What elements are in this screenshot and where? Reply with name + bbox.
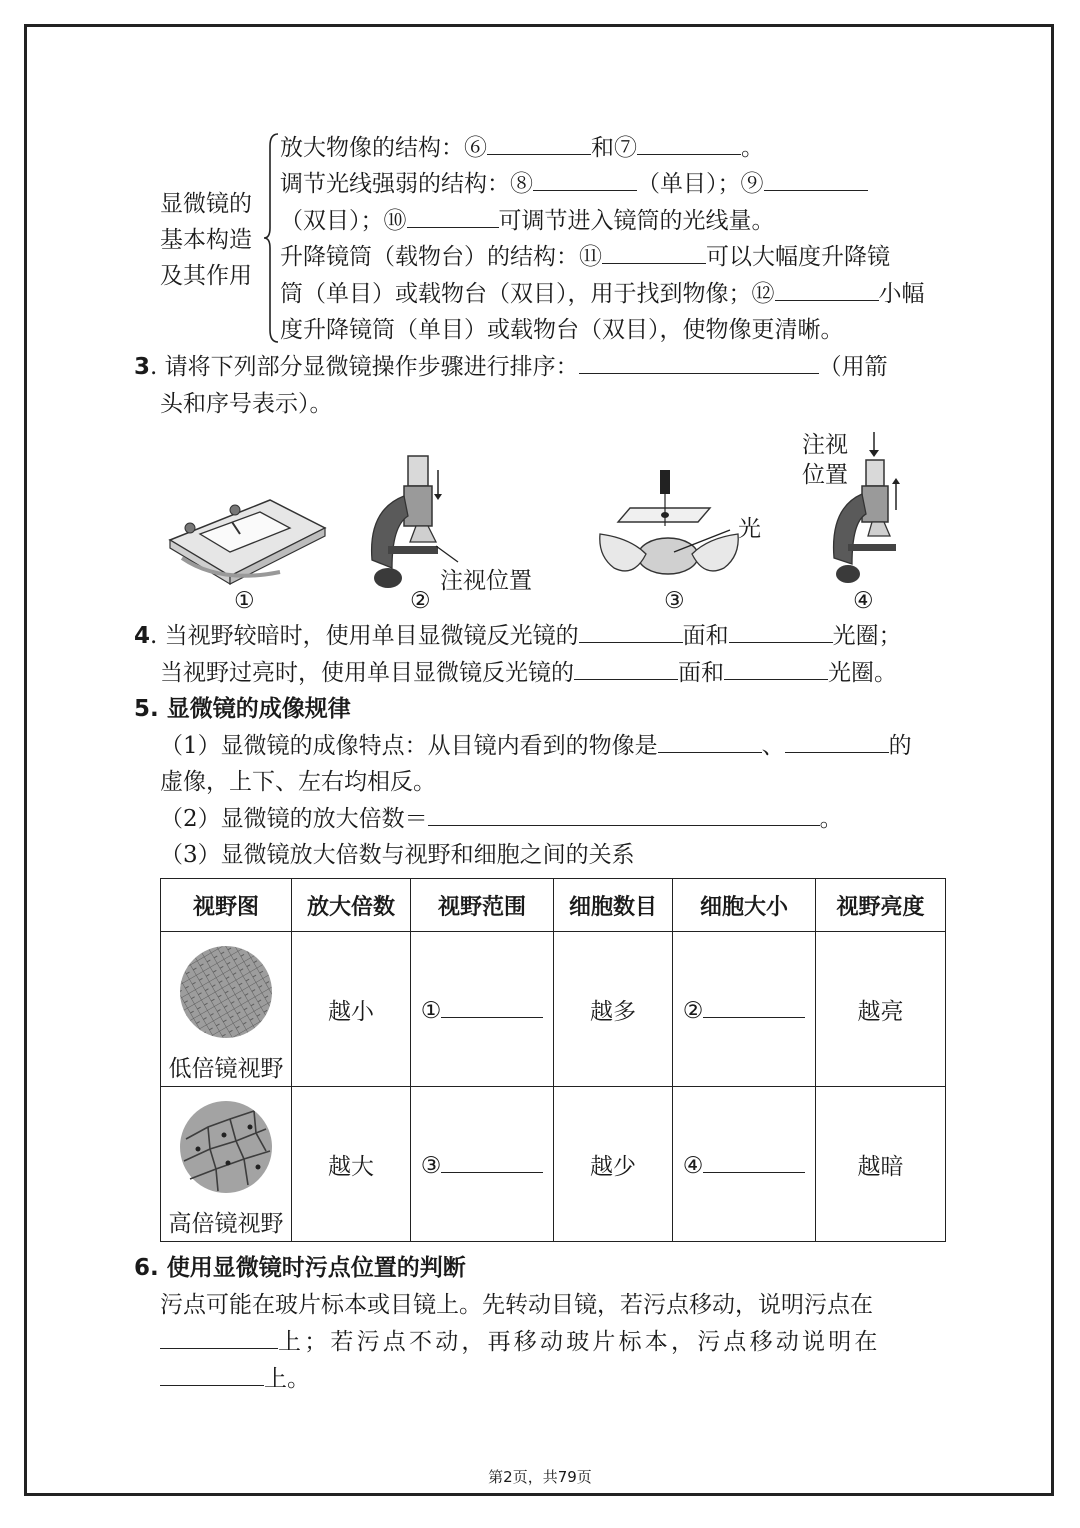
gaze-arrow-4 xyxy=(866,432,882,458)
figure-label-3: ③ xyxy=(664,588,685,614)
table-cell: ③ xyxy=(411,1087,554,1242)
high-power-caption: 高倍镜视野 xyxy=(168,1210,284,1237)
question-5-p3: （3）显微镜放大倍数与视野和细胞之间的关系 xyxy=(160,842,635,868)
structure-label-1: 显微镜的 xyxy=(160,191,252,217)
question-5-p2: （2）显微镜的放大倍数＝ 。 xyxy=(160,803,843,835)
question-3: 3. 请将下列部分显微镜操作步骤进行排序： （用箭 xyxy=(134,351,888,383)
table-header: 视野范围 xyxy=(411,879,554,932)
question-6-line-3: 上。 xyxy=(160,1363,310,1395)
question-5-p1: （1）显微镜的成像特点：从目镜内看到的物像是 、 的 xyxy=(160,730,912,762)
structure-line-3: （双目）；⑩ 可调节进入镜筒的光线量。 xyxy=(280,205,775,237)
structure-line-6: 度升降镜筒（单目）或载物台（双目），使物像更清晰。 xyxy=(280,317,844,343)
figure-label-2: ② xyxy=(410,588,431,614)
structure-label-3: 及其作用 xyxy=(160,263,252,289)
structure-line-4: 升降镜筒（载物台）的结构：⑪ 可以大幅度升降镜 xyxy=(280,241,890,273)
question-3-cont: 头和序号表示）。 xyxy=(160,391,333,417)
table-header: 放大倍数 xyxy=(292,879,411,932)
table-header-row xyxy=(161,879,946,932)
low-power-view-cell xyxy=(161,932,292,1087)
light-label: 光 xyxy=(738,516,761,542)
table-header: 细胞数目 xyxy=(554,879,673,932)
question-5-p1-cont: 虚像，上下、左右均相反。 xyxy=(160,769,436,795)
question-6-title: 6. 使用显微镜时污点位置的判断 xyxy=(134,1255,466,1281)
table-cell: 越大 xyxy=(292,1087,411,1242)
table-cell: 越暗 xyxy=(816,1087,946,1242)
light-adjust-illustration xyxy=(590,468,750,588)
magnification-table xyxy=(160,878,946,1242)
gaze-label-4-line2: 位置 xyxy=(802,462,848,488)
table-cell: 越小 xyxy=(292,932,411,1087)
question-4-line-1: 4. 当视野较暗时，使用单目显微镜反光镜的 面和 光圈； xyxy=(134,620,902,652)
table-header: 细胞大小 xyxy=(673,879,816,932)
question-6-line-2: 上；若污点不动，再移动玻片标本，污点移动说明在 xyxy=(160,1326,881,1358)
low-power-view-image xyxy=(178,944,274,1040)
table-cell: ① xyxy=(411,932,554,1087)
figure-label-1: ① xyxy=(234,588,255,614)
table-row xyxy=(161,1087,946,1242)
table-header: 视野亮度 xyxy=(816,879,946,932)
structure-label-2: 基本构造 xyxy=(160,227,252,253)
table-header: 视野图 xyxy=(161,879,292,932)
structure-line-1: 放大物像的结构：⑥ 和⑦ 。 xyxy=(280,132,764,164)
table-cell: ④ xyxy=(673,1087,816,1242)
table-cell: 越少 xyxy=(554,1087,673,1242)
question-6-line-1: 污点可能在玻片标本或目镜上。先转动目镜，若污点移动，说明污点在 xyxy=(160,1292,873,1318)
structure-line-5: 筒（单目）或载物台（双目），用于找到物像；⑫ 小幅 xyxy=(280,278,925,310)
low-power-caption: 低倍镜视野 xyxy=(168,1055,284,1082)
gaze-label-2: 注视位置 xyxy=(440,568,532,594)
gaze-label-4-line1: 注视 xyxy=(802,432,848,458)
structure-line-2: 调节光线强弱的结构：⑧ （单目）；⑨ xyxy=(280,168,868,200)
curly-brace xyxy=(262,132,280,344)
question-4-line-2: 当视野过亮时，使用单目显微镜反光镜的 面和 光圈。 xyxy=(160,657,897,689)
figure-label-4: ④ xyxy=(853,588,874,614)
high-power-view-cell xyxy=(161,1087,292,1242)
page-footer: 第2页，共79页 xyxy=(488,1468,592,1486)
table-row xyxy=(161,932,946,1087)
high-power-view-image xyxy=(178,1099,274,1195)
question-5-title: 5. 显微镜的成像规律 xyxy=(134,696,351,722)
table-cell: 越亮 xyxy=(816,932,946,1087)
table-cell: 越多 xyxy=(554,932,673,1087)
table-cell: ② xyxy=(673,932,816,1087)
stage-slide-illustration xyxy=(160,488,330,588)
